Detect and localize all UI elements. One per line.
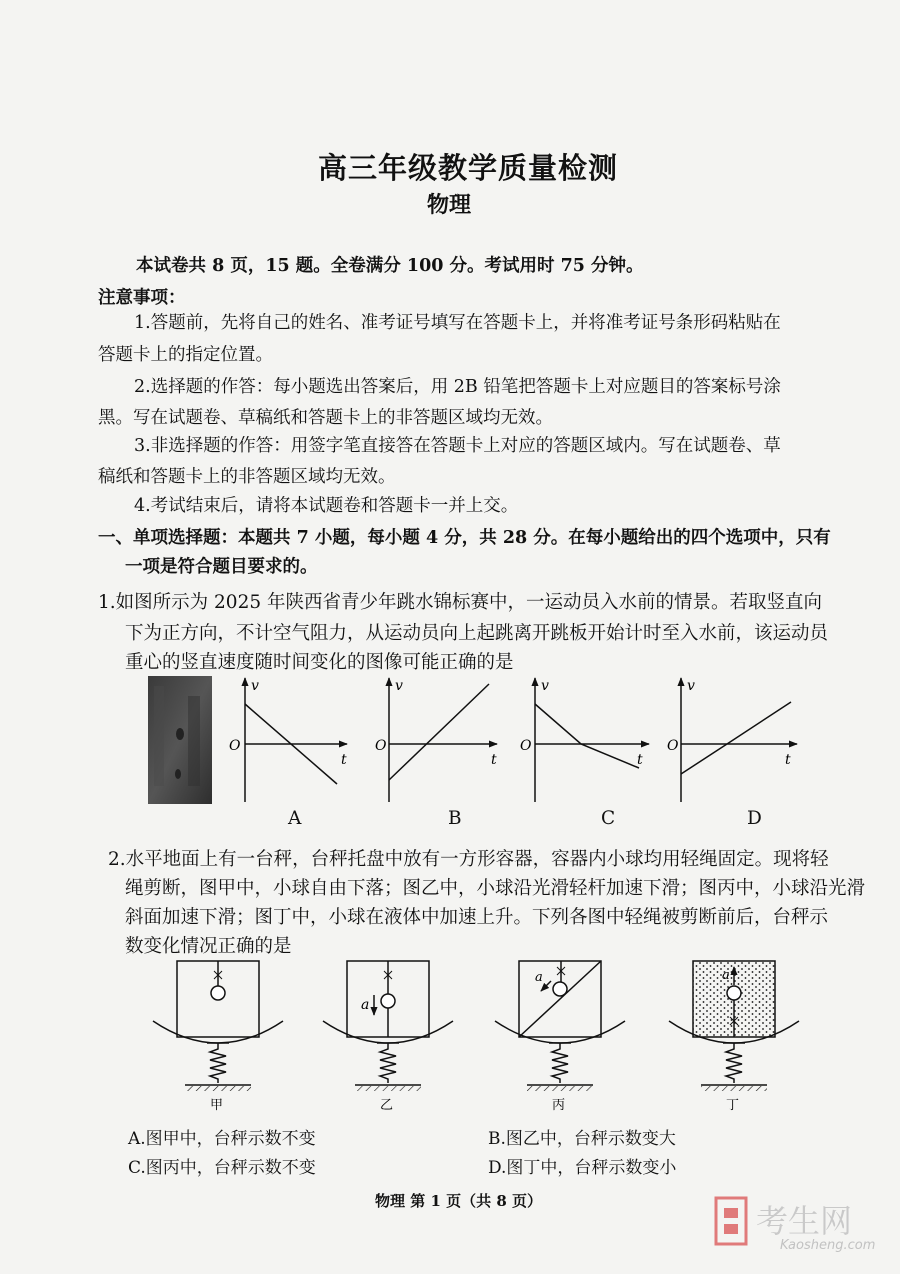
note-line: 4.考试结束后，请将本试题卷和答题卡一并上交。 [134, 496, 519, 516]
fig-label-jia: 甲 [210, 1098, 224, 1113]
axis-t-label: t [785, 752, 791, 768]
fig-label-ding: 丁 [726, 1098, 740, 1113]
axis-t-label: t [341, 752, 347, 768]
q1-text: 1.如图所示为 2025 年陕西省青少年跳水锦标赛中，一运动员入水前的情景。若取竖直向 [98, 592, 822, 613]
fig-label-bing: 丙 [552, 1098, 566, 1113]
fig-label-yi: 乙 [380, 1098, 394, 1113]
note-line: 1.答题前，先将自己的姓名、准考证号填写在答题卡上，并将准考证号条形码粘贴在 [134, 313, 781, 333]
q2-text: 2.水平地面上有一台秤，台秤托盘中放有一方形容器，容器内小球均用轻绳固定。现将轻 [108, 849, 829, 870]
origin-label: O [667, 738, 679, 754]
q2-text: 数变化情况正确的是 [125, 936, 292, 957]
graph-d-line [681, 702, 791, 774]
accel-label: a [722, 968, 730, 983]
graph-c [535, 678, 649, 802]
page-title: 高三年级教学质量检测 [318, 151, 619, 185]
watermark-brand: 考生网 [756, 1202, 853, 1240]
origin-label: O [520, 738, 532, 754]
origin-label: O [229, 738, 241, 754]
graph-b [389, 678, 497, 802]
scale-bing [495, 961, 625, 1091]
note-line: 2.选择题的作答：每小题选出答案后，用 2B 铅笔把答题卡上对应题目的答案标号涂 [134, 377, 781, 397]
diver-photo [148, 676, 212, 804]
scale-ding [669, 961, 799, 1091]
q2-option-c: C.图丙中，台秤示数不变 [128, 1158, 316, 1178]
q2-option-d: D.图丁中，台秤示数变小 [488, 1158, 677, 1178]
brand-logo-icon [714, 1196, 752, 1248]
vt-graphs [225, 672, 815, 808]
exam-intro: 本试卷共 8 页，15 题。全卷满分 100 分。考试用时 75 分钟。 [136, 256, 644, 276]
q1-text: 下为正方向，不计空气阻力，从运动员向上起跳离开跳板开始计时至入水前，该运动员 [125, 623, 829, 644]
scale-yi [323, 961, 453, 1091]
subject-title: 物理 [427, 192, 472, 218]
scale-jia [153, 961, 283, 1091]
axis-v-label: v [687, 678, 695, 694]
note-line: 3.非选择题的作答：用签字笔直接答在答题卡上对应的答题区域内。写在试题卷、草 [134, 436, 781, 456]
graph-label-b: B [448, 808, 462, 829]
graph-label-c: C [601, 808, 616, 829]
accel-label: a [535, 970, 543, 985]
watermark-url: Kaosheng.com [780, 1238, 876, 1253]
q2-text: 绳剪断，图甲中，小球自由下落；图乙中，小球沿光滑轻杆加速下滑；图丙中，小球沿光滑 [125, 878, 866, 899]
note-line: 答题卡上的指定位置。 [98, 345, 273, 365]
origin-label: O [375, 738, 387, 754]
graph-a [245, 678, 347, 802]
section-heading-cont: 一项是符合题目要求的。 [125, 557, 318, 577]
page-footer: 物理 第 1 页（共 8 页） [375, 1192, 542, 1210]
accel-label: a [361, 997, 370, 1013]
axis-v-label: v [251, 678, 259, 694]
graph-c-line [535, 704, 639, 768]
note-line: 黑。写在试题卷、草稿纸和答题卡上的非答题区域均无效。 [98, 408, 553, 428]
graph-d [681, 678, 797, 802]
graph-label-a: A [288, 808, 302, 829]
section-heading: 一、单项选择题：本题共 7 小题，每小题 4 分，共 28 分。在每小题给出的四个选项中，只有 [98, 528, 831, 548]
scale-figures [145, 955, 810, 1115]
graph-label-d: D [747, 808, 762, 829]
q2-option-b: B.图乙中，台秤示数变大 [488, 1129, 676, 1149]
axis-t-label: t [491, 752, 497, 768]
q2-option-a: A.图甲中，台秤示数不变 [128, 1129, 316, 1149]
axis-v-label: v [395, 678, 403, 694]
axis-t-label: t [637, 752, 643, 768]
axis-v-label: v [541, 678, 549, 694]
notes-heading: 注意事项： [98, 288, 186, 308]
q1-text: 重心的竖直速度随时间变化的图像可能正确的是 [125, 652, 514, 673]
note-line: 稿纸和答题卡上的非答题区域均无效。 [98, 467, 396, 487]
graph-b-line [389, 684, 489, 780]
q2-text: 斜面加速下滑；图丁中，小球在液体中加速上升。下列各图中轻绳被剪断前后，台秤示 [125, 907, 829, 928]
